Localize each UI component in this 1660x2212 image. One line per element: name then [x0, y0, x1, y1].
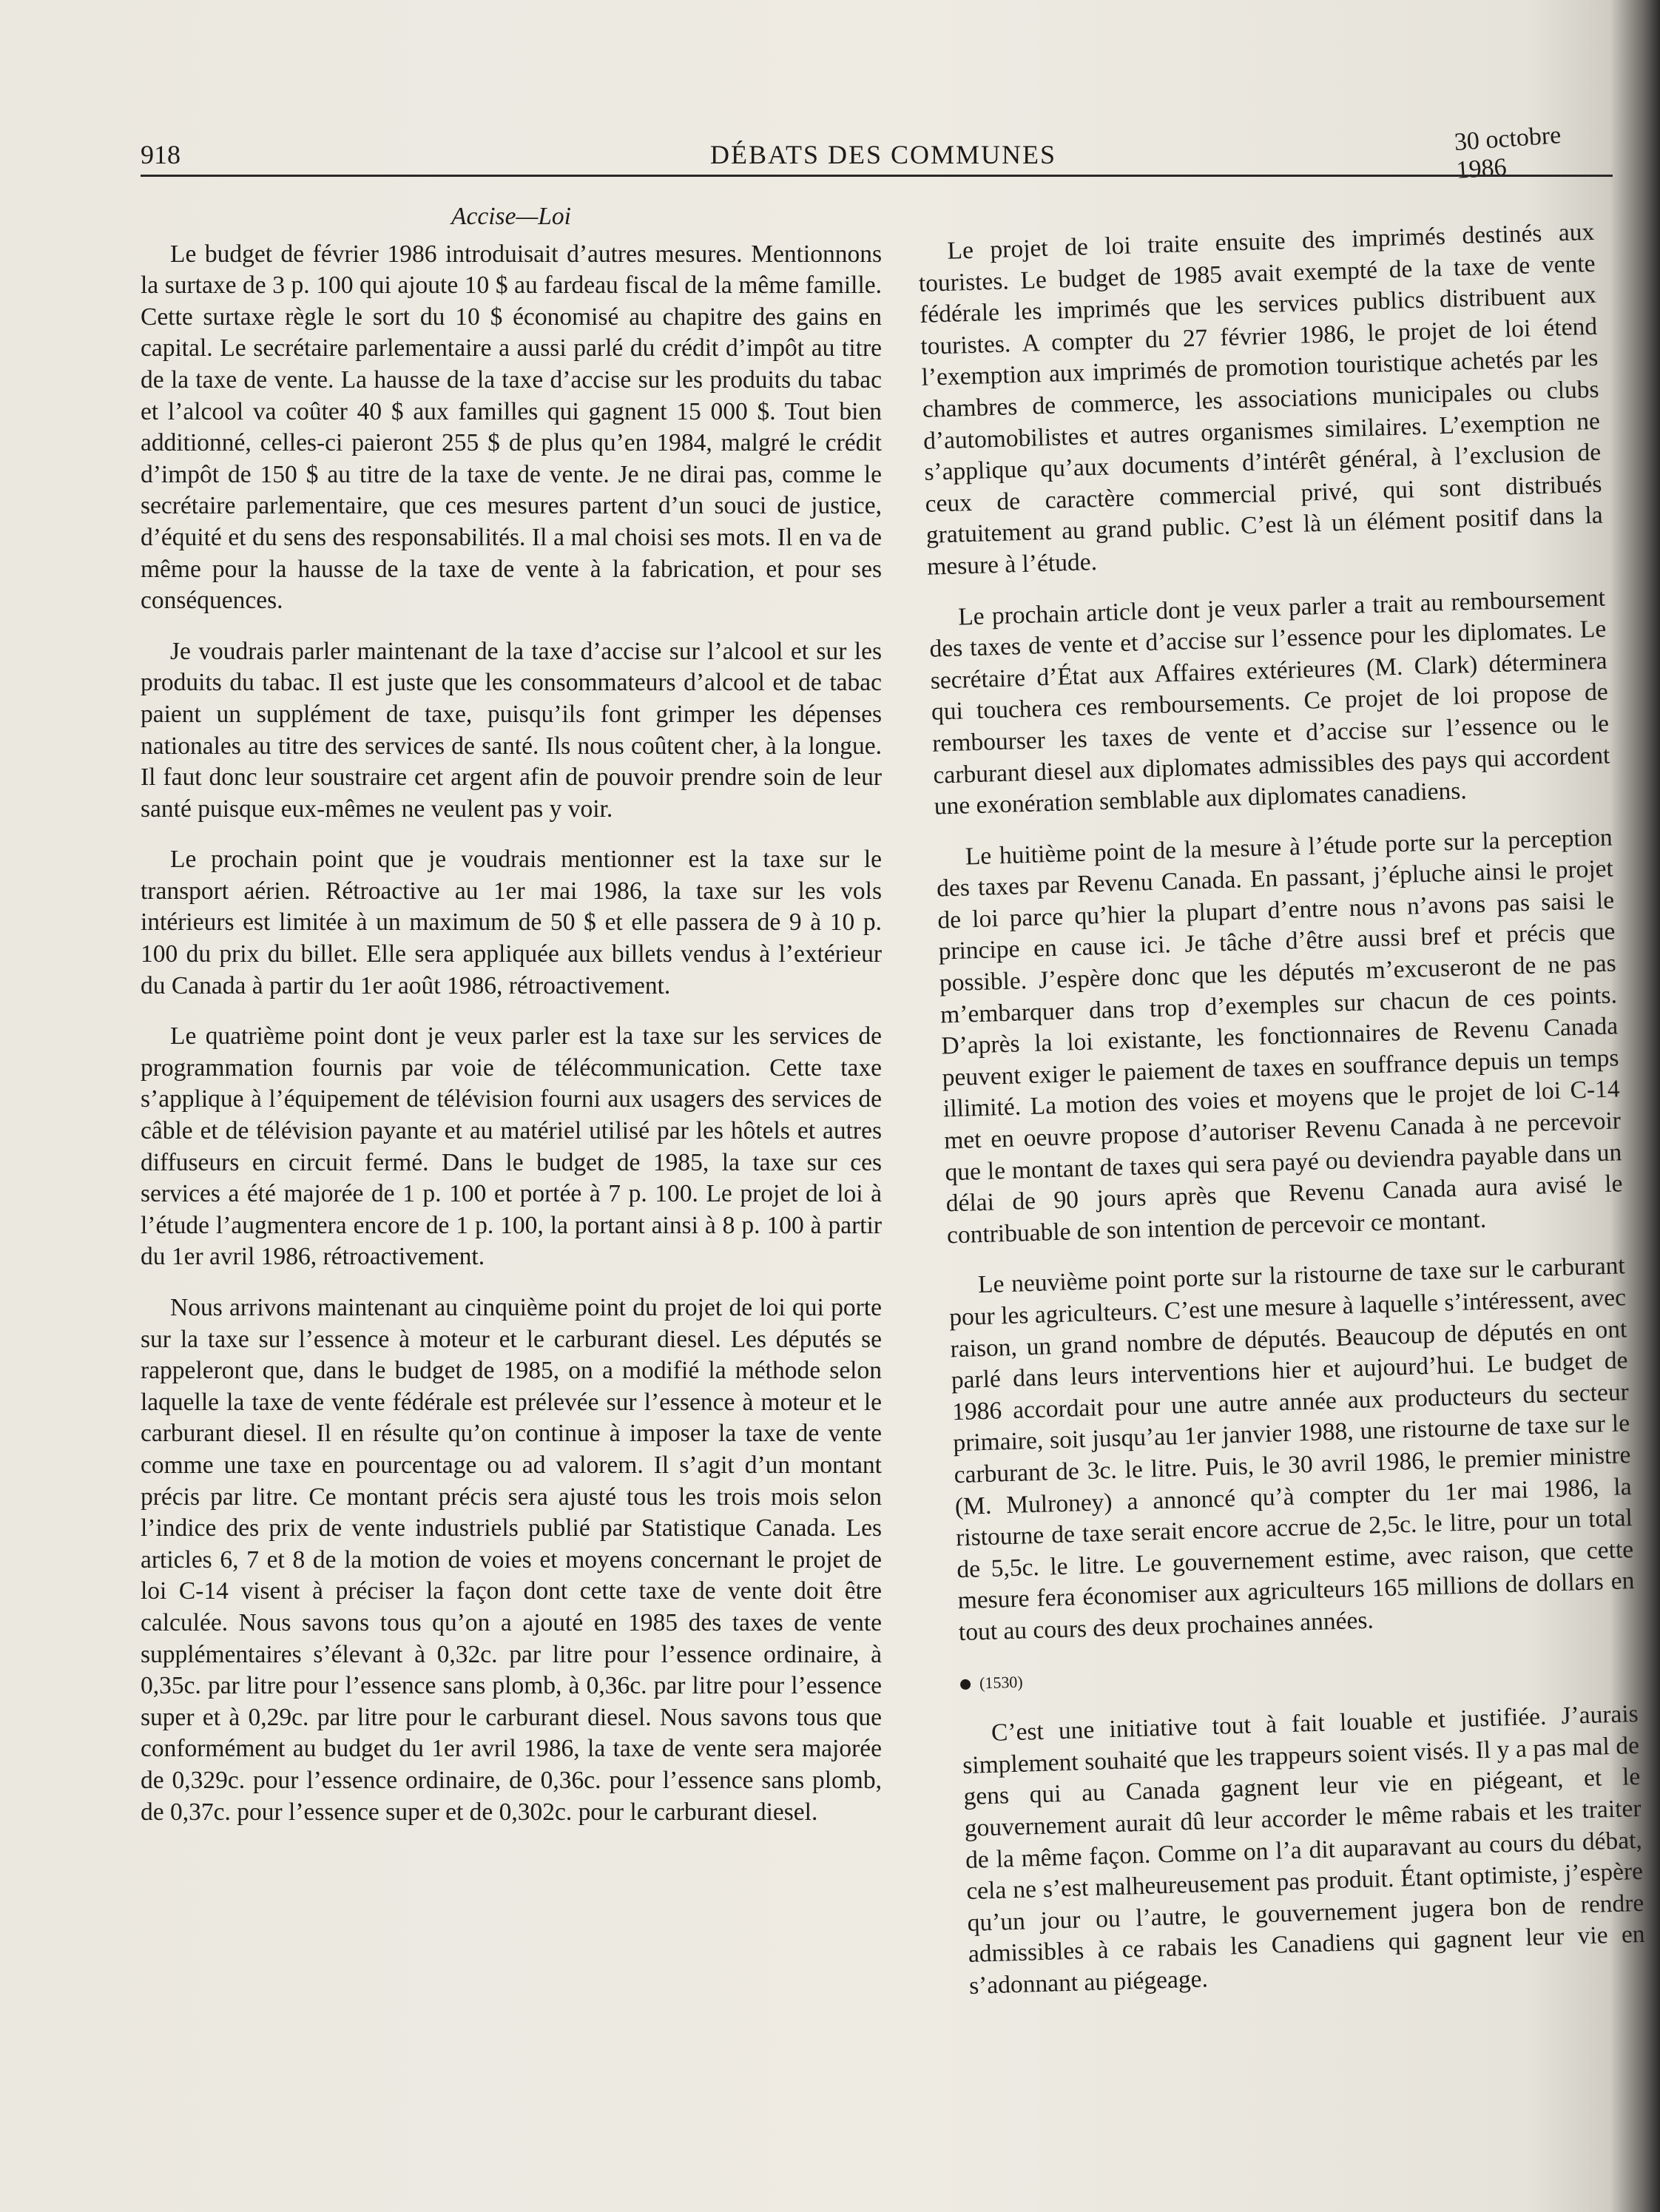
- running-title: DÉBATS DES COMMUNES: [710, 140, 1057, 169]
- section-heading: Accise—Loi: [451, 203, 571, 230]
- paragraph: C’est une initiative tout à fait louable et justifiée. J’aurais simplement souhaité que les trappeurs soient visés. Il y a pas mal de gens qui au Canada gagnent leur vie en piégeant, et le gouvernement aurait dû leur accorder le même rabais et les traiter de la même façon. Comme on l’a dit auparavant au cours du débat, cela ne s’est malheureusement pas produit. Étant optimiste, j’espère qu’un jour ou l’autre, le gouvernement jugera bon de rendre admissibles à ce rabais les Canadiens qui gagnent leur vie en s’adonnant au piégeage.: [962, 1700, 1646, 2000]
- bullet-icon: [960, 1679, 971, 1690]
- page-number: 918: [141, 140, 180, 169]
- paragraph: Nous arrivons maintenant au cinquième point du projet de loi qui porte sur la taxe sur l’essence à moteur et le carburant diesel. Les députés se rappeleront que, dans le budget de 1985, on a modifié la méthode selon laquelle la taxe de vente fédérale est prélevée sur l’essence à moteur et le carburant diesel. Il en résulte qu’on continue à imposer la taxe de vente comme une taxe en pourcentage ou ad valorem. Il s’agit d’un montant précis par litre. Ce montant précis sera ajusté tous les trois mois selon l’indice des prix de vente industriels publié par Statistique Canada. Les articles 6, 7 et 8 de la motion de voies et moyens concernant le projet de loi C-14 visent à préciser la façon dont cette taxe de vente doit être calculée. Nous savons tous qu’on a ajouté en 1985 des taxes de vente supplémentaires s’élevant à 0,32c. par litre pour l’essence ordinaire, à 0,35c. par litre pour l’essence sans plomb, à 0,36c. par litre pour l’essence super et à 0,29c. par litre pour le carburant diesel. Nous savons tous que conformément au budget du 1er avril 1986, la taxe de vente sera majorée de 0,329c. pour l’essence ordinaire, de 0,36c. pour l’essence sans plomb, de 0,37c. pour l’essence super et de 0,302c. pour le carburant diesel.: [141, 1294, 882, 1826]
- paragraph: Le budget de février 1986 introduisait d’autres mesures. Mentionnons la surtaxe de 3 p. 100 qui ajoute 10 $ au fardeau fiscal de la même famille. Cette surtaxe règle le sort du 10 $ économisé au chapitre des gains en capital. Le secrétaire parlementaire a aussi parlé du crédit d’impôt au titre de la taxe de vente. La hausse de la taxe d’accise sur les produits du tabac et l’alcool va coûter 40 $ aux familles qui gagnent 15 000 $. Tout bien additionné, celles-ci paieront 255 $ de plus qu’en 1984, malgré le crédit d’impôt de 150 $ au titre de la taxe de vente. Je ne dirai pas, comme le secrétaire parlementaire, que ces mesures partent d’un souci de justice, d’équité et du sens des responsabilités. Il a mal choisi ses mots. Il en va de même pour la hausse de la taxe de vente à la fabrication, et pour ses conséquences.: [141, 240, 882, 615]
- header-rule: [141, 175, 1613, 177]
- time-marker: [959, 1648, 1637, 1700]
- page-header: [141, 121, 1613, 185]
- header-date: 30 octobre 1986: [1453, 121, 1562, 185]
- paragraph: Le quatrième point dont je veux parler est la taxe sur les services de programmation fournis par voie de télécommunication. Cette taxe s’applique à l’équipement de télévision fourni aux usagers des services de câble et de télévision payante et au matériel utilisé par les hôtels et autres diffuseurs en circuit fermé. Dans le budget de 1985, la taxe sur ces services a été majorée de 1 p. 100 et portée à 7 p. 100. Le projet de loi à l’étude l’augmentera encore de 1 p. 100, la portant ainsi à 8 p. 100 à partir du 1er avril 1986, rétroactivement.: [141, 1022, 882, 1271]
- time-marker-text: (1530): [979, 1672, 1024, 1692]
- paragraph: Le huitième point de la mesure à l’étude porte sur la perception des taxes par Revenu Canada. En passant, j’épluche ainsi le projet de loi parce qu’hier la plupart d’entre nous n’avons pas saisi le principe en cause ici. Je tâche d’être aussi bref et précis que possible. J’espère donc que les députés m’excuseront de ne pas m’embarquer dans trop d’exemples sur chacun de ces points. D’après la loi existante, les fonctionnaires de Revenu Canada peuvent exiger le paiement de taxes en souffrance depuis un temps illimité. La motion des voies et moyens que le projet de loi C-14 met en oeuvre propose d’autoriser Revenu Canada à ne percevoir que le montant de taxes qui sera payé ou deviendra payable dans un délai de 90 jours après que Revenu Canada aura avisé le contribuable de son intention de percevoir ce montant.: [936, 823, 1623, 1250]
- right-column: [917, 217, 1647, 2022]
- paragraph: Le prochain article dont je veux parler a trait au remboursement des taxes de vente et d’accise sur l’essence pour les diplomates. Le secrétaire d’État aux Affaires extérieures (M. Clark) déterminera qui touchera ces remboursements. Ce projet de loi propose de rembourser les taxes de vente et d’accise sur l’essence ou le carburant diesel aux diplomates admissibles des pays qui accordent une exonération semblable aux diplomates canadiens.: [928, 584, 1610, 820]
- paragraph: Le projet de loi traite ensuite des imprimés destinés aux touristes. Le budget de 1985 avait exempté de la taxe de vente fédérale les imprimés que les services publics distribuent aux touristes. A compter du 27 février 1986, le projet de loi étend l’exemption aux imprimés de promotion touristique achetés par les chambres de commerce, les associations municipales ou clubs d’automobilistes et autres organismes similaires. L’exemption ne s’applique qu’aux documents d’intérêt général, à l’exclusion de ceux de caractère commercial privé, qui sont distribués gratuitement au grand public. C’est là un élément positif dans la mesure à l’étude.: [918, 218, 1604, 581]
- paragraph: Le prochain point que je voudrais mentionner est la taxe sur le transport aérien. Rétroactive au 1er mai 1986, la taxe sur les vols intérieurs est limitée à un maximum de 50 $ et elle passera de 9 à 10 p. 100 du prix du billet. Elle sera appliquée aux billets vendus à l’extérieur du Canada à partir du 1er août 1986, rétroactivement.: [141, 846, 882, 999]
- left-column: [141, 201, 882, 1847]
- paragraph: Le neuvième point porte sur la ristourne de taxe sur le carburant pour les agriculteurs. C’est une mesure à laquelle s’intéressent, avec raison, un grand nombre de députés. Beaucoup de députés en ont parlé dans leurs interventions hier et aujourd’hui. Le budget de 1986 accordait pour une autre année aux producteurs du secteur primaire, soit jusqu’au 1er janvier 1988, une ristourne de taxe sur le carburant de 3c. le litre. Puis, le 30 avril 1986, le premier ministre (M. Mulroney) a annoncé qu’à compter du 1er mai 1986, la ristourne de taxe serait encore accrue de 2,5c. le litre, pour un total de 5,5c. le litre. Le gouvernement estime, avec raison, que cette mesure fera économiser aux agriculteurs 165 millions de dollars en tout au cours des deux prochaines années.: [948, 1252, 1635, 1647]
- paragraph: Je voudrais parler maintenant de la taxe d’accise sur l’alcool et sur les produits du tabac. Il est juste que les consommateurs d’alcool et de tabac paient un supplément de taxe, puisqu’ils font grimper les dépenses nationales au titre des services de santé. Ils nous coûtent cher, à la longue. Il faut donc leur soustraire cet argent afin de pouvoir prendre soin de leur santé puisque eux-mêmes ne veulent pas y voir.: [141, 637, 882, 823]
